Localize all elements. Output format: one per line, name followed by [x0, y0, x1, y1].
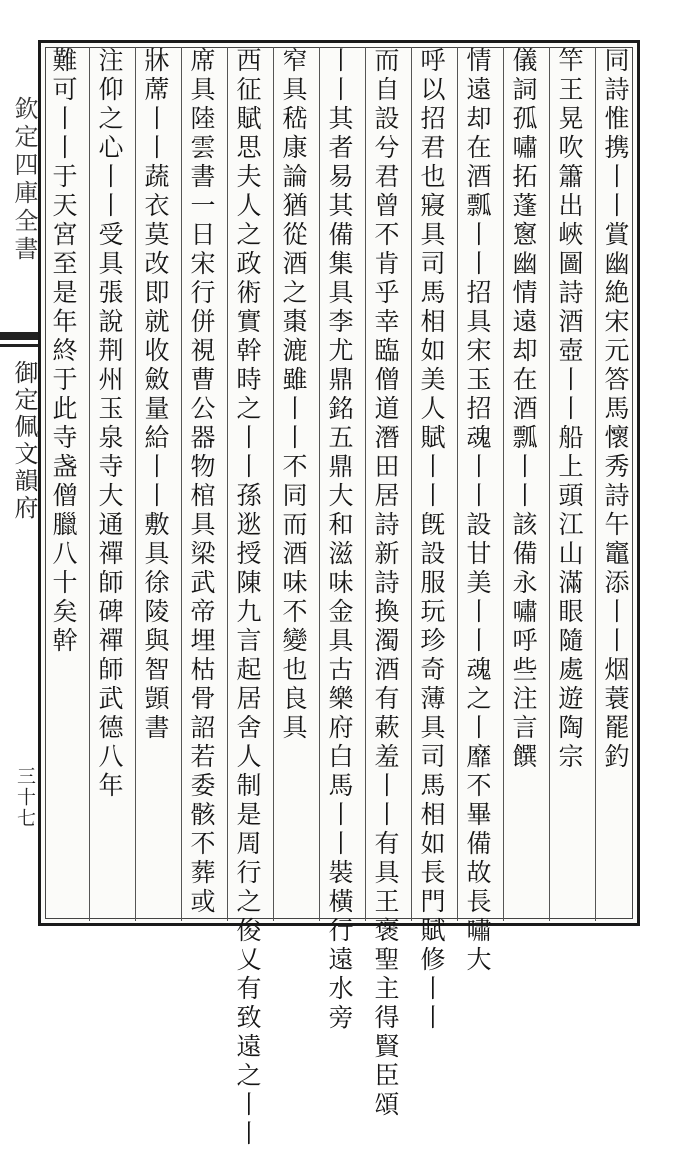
text-frame	[38, 40, 640, 1149]
text-column-10: 席具陸雲書一日宋行併視曹公器物棺具梁武帝埋枯骨詔若委骸不葬或	[187, 47, 216, 917]
spine-fishtail-mark	[0, 332, 38, 340]
text-column-7: 丨丨其者易其備集具李尤鼎銘五鼎大和滋味金具古樂府白馬丨丨裝橫行遠水旁	[325, 47, 354, 1033]
column-rule	[411, 47, 412, 921]
text-column-8: 窄具嵇康論猶從酒之棗漉雖丨丨不同而酒味不變也良具	[279, 47, 308, 743]
column-rule	[365, 47, 366, 921]
column-rule	[457, 47, 458, 921]
column-rule	[89, 47, 90, 921]
column-rule	[227, 47, 228, 921]
text-column-11: 牀蓆丨丨蔬衣莫改即就收斂量給丨丨敷具徐陵與智顗書	[141, 47, 170, 743]
text-column-1: 同詩惟携丨丨賞幽絶宋元答馬懷秀詩午竈添丨丨烟蓑罷釣	[601, 47, 630, 772]
text-column-3: 儀詞孤嘯拓蓬窻幽情遠却在酒瓢丨丨該備永嘯呼些注言饌	[509, 47, 538, 772]
spine-fishtail-line	[0, 344, 38, 347]
text-column-6: 而自設兮君曾不肯乎幸臨僧道潛田居詩新詩換濁酒有蔌羞丨丨有具王褒聖主得賢臣頌	[371, 47, 400, 1120]
text-column-4: 情遠却在酒瓢丨丨招具宋玉招魂丨丨設甘美丨丨魂之丨靡不畢備故長嘯大	[463, 47, 492, 975]
text-column-13: 難可丨丨于天宮至是年終于此寺盏僧臘八十矣幹	[49, 47, 78, 656]
column-rule	[503, 47, 504, 921]
text-column-9: 西征賦思夫人之政術實幹時之丨丨孫逖授陳九言起居舍人制是周行之俊乂有致遠之丨丨	[233, 47, 262, 1149]
page-number: 三十七	[14, 766, 36, 829]
book-spine-margin	[0, 40, 39, 926]
text-column-12: 注仰之心丨丨受具張說荆州玉泉寺大通禪師碑禪師武德八年	[95, 47, 124, 801]
column-rule	[273, 47, 274, 921]
column-rule	[181, 47, 182, 921]
column-rule	[595, 47, 596, 921]
text-column-2: 竿王晃吹簫出峽圖詩酒壺丨丨船上頭江山滿眼隨處遊陶宗	[555, 47, 584, 772]
column-rule	[549, 47, 550, 921]
column-rule	[319, 47, 320, 921]
text-column-5: 呼以招君也寢具司馬相如美人賦丨丨旣設服玩珍奇薄具司馬相如長門賦修丨丨	[417, 47, 446, 1033]
spine-top-fragment: 欽定四庫全書	[10, 96, 38, 264]
column-rule	[135, 47, 136, 921]
spine-book-title: 御定佩文韻府	[10, 360, 38, 522]
